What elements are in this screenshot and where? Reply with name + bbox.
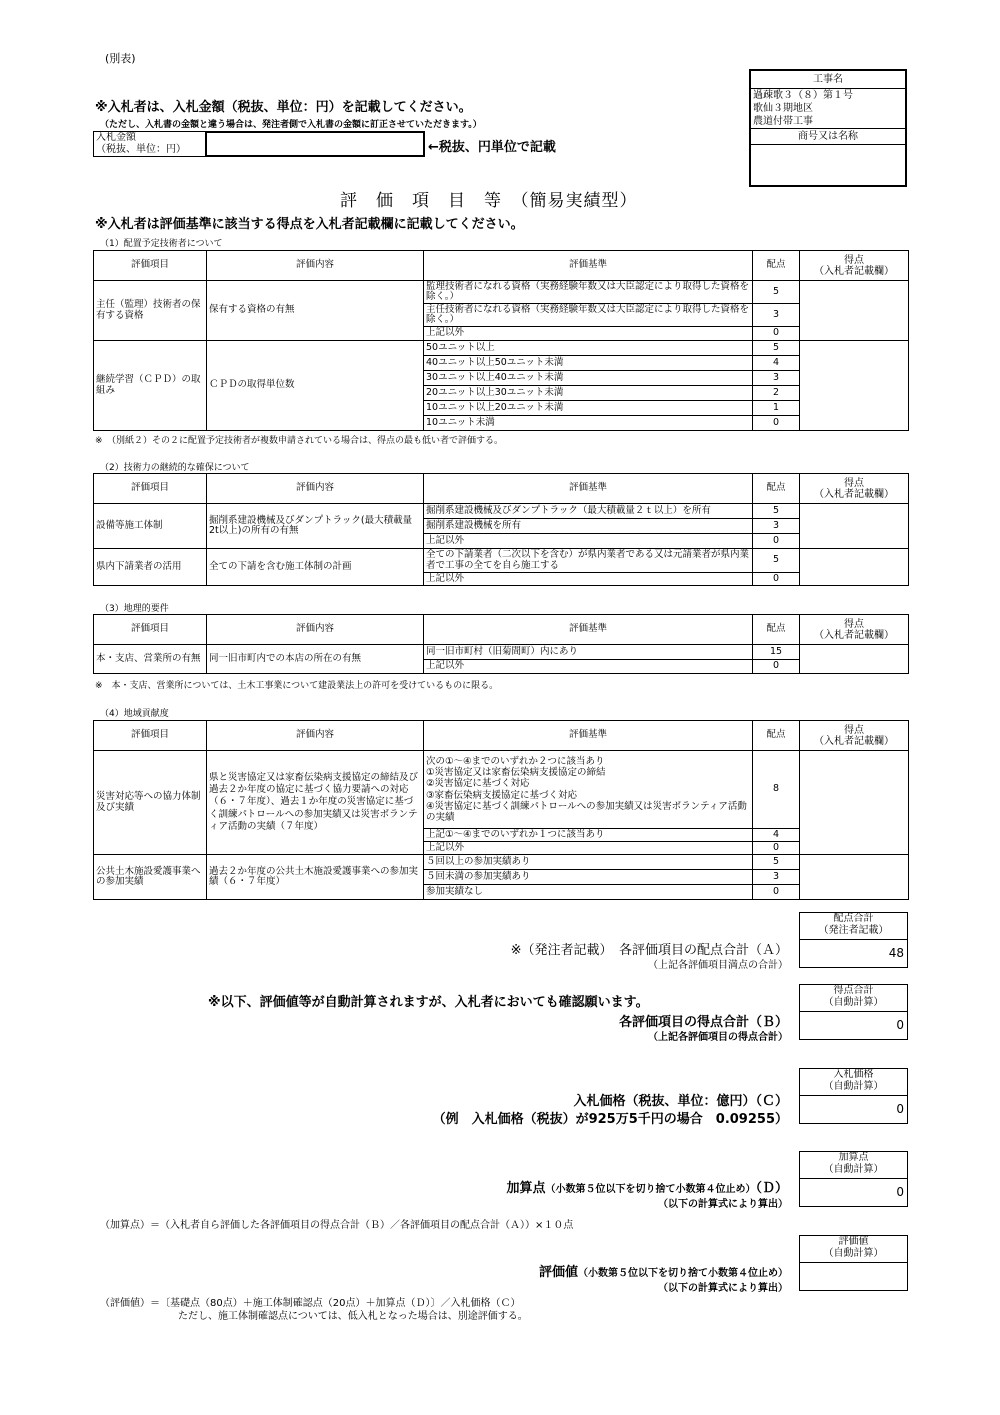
s4-criteria: 上記以外 xyxy=(424,842,753,855)
s2-content-equipment: 掘削系建設機械及びダンプトラック(最大積載量2t以上)の所有の有無 xyxy=(207,504,424,549)
section-2-title: （2）技術力の継続的な確保について xyxy=(100,463,250,473)
total-points-label: ※（発注者記載） 各評価項目の配点合計（Ａ） xyxy=(510,943,788,958)
s4-points: 5 xyxy=(753,855,800,870)
s2-criteria: 掘削系建設機械及びダンプトラック（最大積載量２ｔ以上）を所有 xyxy=(424,504,753,519)
header-criteria: 評価基準 xyxy=(424,615,753,645)
header-score-line1: 得点 xyxy=(844,477,864,489)
s3-points: 0 xyxy=(753,660,800,674)
project-name xyxy=(751,89,905,129)
s2-content-subcontractor: 全ての下請を含む施工体制の計画 xyxy=(207,549,424,586)
header-content: 評価内容 xyxy=(207,721,424,751)
s1-points: 5 xyxy=(753,281,800,304)
bid-price-header xyxy=(800,1069,907,1096)
evaluation-value-box xyxy=(799,1235,908,1291)
evaluation-formula-note: ただし、施工体制確認点については、低入札となった場合は、別途評価する。 xyxy=(178,1311,528,1322)
s4-score-input-1[interactable] xyxy=(800,751,909,855)
bid-amount-hint: ←税抜、円単位で記載 xyxy=(428,140,556,155)
s2-points: 3 xyxy=(753,519,800,534)
bonus-points-header-line2: （自動計算） xyxy=(823,1163,884,1175)
s1-score-input-1[interactable] xyxy=(800,281,909,341)
project-line2: 歌仙３期地区 xyxy=(753,103,813,114)
total-points-box xyxy=(799,912,908,968)
header-criteria: 評価基準 xyxy=(424,251,753,281)
evaluation-value-label-paren: （小数第５位以下を切り捨て小数第４位止め） xyxy=(578,1268,788,1279)
bonus-points-label xyxy=(506,1177,788,1196)
company-name-input[interactable] xyxy=(751,145,905,186)
section-4-table xyxy=(93,720,909,900)
evaluation-formula: （評価値）＝〔基礎点（80点）＋施工体制確認点（20点）＋加算点（Ｄ）〕／入札価格（Ｃ） xyxy=(100,1298,521,1309)
header-criteria: 評価基準 xyxy=(424,721,753,751)
bonus-points-value: 0 xyxy=(896,1185,904,1199)
header-score-line2: （入札者記載欄） xyxy=(814,488,894,500)
header-points: 配点 xyxy=(753,615,800,645)
s1-criteria: 30ユニット以上40ユニット未満 xyxy=(424,371,753,386)
bid-instruction: ※入札者は、入札金額（税抜、単位：円）を記載してください。 xyxy=(95,100,472,115)
s2-criteria: 上記以外 xyxy=(424,534,753,549)
s4-item-disaster: 災害対応等への協力体制及び実績 xyxy=(94,751,207,855)
header-score-line1: 得点 xyxy=(844,254,864,266)
evaluation-value-header xyxy=(800,1236,907,1263)
bid-price-value: 0 xyxy=(896,1102,904,1116)
s1-content-qualification: 保有する資格の有無 xyxy=(207,281,424,341)
header-content: 評価内容 xyxy=(207,251,424,281)
header-score-line1: 得点 xyxy=(844,618,864,630)
section-3-title: （3）地理的要件 xyxy=(100,604,169,614)
header-points: 配点 xyxy=(753,251,800,281)
header-item: 評価項目 xyxy=(94,615,207,645)
s1-points: 1 xyxy=(753,401,800,416)
evaluation-value-sub: （以下の計算式により算出） xyxy=(658,1283,788,1294)
total-points-header xyxy=(800,913,907,940)
s4-criteria: ５回以上の参加実績あり xyxy=(424,855,753,870)
bonus-points-formula: （加算点）＝（入札者自ら評価した各評価項目の得点合計（Ｂ）／各評価項目の配点合計（Ａ））×１０点 xyxy=(100,1220,574,1231)
s3-criteria: 同一旧市町村（旧菊間町）内にあり xyxy=(424,645,753,660)
header-score xyxy=(800,721,909,751)
header-points: 配点 xyxy=(753,474,800,504)
s1-criteria: 10ユニット未満 xyxy=(424,416,753,431)
s1-content-cpd: ＣＰＤの取得単位数 xyxy=(207,341,424,431)
total-points-sub: （上記各評価項目満点の合計） xyxy=(648,960,788,971)
bid-amount-label-line2: （税抜、単位：円） xyxy=(96,144,186,155)
score-total-label: 各評価項目の得点合計（Ｂ） xyxy=(618,1015,788,1030)
s1-item-qualification: 主任（監理）技術者の保有する資格 xyxy=(94,281,207,341)
header-criteria: 評価基準 xyxy=(424,474,753,504)
evaluation-value-header-line1: 評価値 xyxy=(838,1236,869,1247)
s1-criteria: 50ユニット以上 xyxy=(424,341,753,356)
s2-item-equipment: 設備等施工体制 xyxy=(94,504,207,549)
score-total-sub: （上記各評価項目の得点合計） xyxy=(648,1032,788,1043)
score-instruction: ※入札者は評価基準に該当する得点を入札者記載欄に記載してください。 xyxy=(95,217,524,232)
section-1-title: （1）配置予定技術者について xyxy=(100,239,223,249)
s2-score-input-1[interactable] xyxy=(800,504,909,549)
score-total-header xyxy=(800,985,907,1012)
total-points-header-line1: 配点合計 xyxy=(833,913,874,924)
section-3-table xyxy=(93,614,909,674)
s4-item-public-works: 公共土木施設愛護事業への参加実績 xyxy=(94,855,207,900)
s1-criteria: 40ユニット以上50ユニット未満 xyxy=(424,356,753,371)
header-score xyxy=(800,615,909,645)
s1-item-cpd: 継続学習（ＣＰＤ）の取組み xyxy=(94,341,207,431)
score-total-value: 0 xyxy=(896,1018,904,1032)
score-total-header-line1: 得点合計 xyxy=(833,985,874,996)
s1-points: 3 xyxy=(753,304,800,327)
s2-criteria: 全ての下請業者（二次以下を含む）が県内業者である又は元請業者が県内業者で工事の全てを自ら施工する xyxy=(424,549,753,573)
section-2-table xyxy=(93,473,909,586)
bonus-points-label-main: 加算点 xyxy=(506,1181,546,1196)
s1-points: 5 xyxy=(753,341,800,356)
header-score xyxy=(800,251,909,281)
bonus-points-header xyxy=(800,1152,907,1179)
score-total-box xyxy=(799,984,908,1040)
company-name-header: 商号又は名称 xyxy=(751,129,905,145)
section-3-note: ※ 本・支店、営業所については、土木工事業について建設業法上の許可を受けているものに限る。 xyxy=(95,681,499,691)
s2-item-subcontractor: 県内下請業者の活用 xyxy=(94,549,207,586)
evaluation-value-header-line2: （自動計算） xyxy=(823,1247,884,1259)
s4-content-public-works: 過去２か年度の公共土木施設愛護事業への参加実績（６・７年度） xyxy=(207,855,424,900)
s1-criteria: 20ユニット以上30ユニット未満 xyxy=(424,386,753,401)
s1-points: 4 xyxy=(753,356,800,371)
page-title: 評 価 項 目 等 （簡易実績型） xyxy=(340,191,638,211)
s1-points: 3 xyxy=(753,371,800,386)
evaluation-value-label-main: 評価値 xyxy=(538,1265,578,1280)
s4-points: 0 xyxy=(753,885,800,900)
s2-criteria: 掘削系建設機械を所有 xyxy=(424,519,753,534)
section-1-table xyxy=(93,250,909,431)
bonus-points-label-paren: （小数第５位以下を切り捨て小数第４位止め） xyxy=(545,1184,756,1195)
bid-amount-input[interactable] xyxy=(205,131,425,157)
evaluation-value-input[interactable] xyxy=(800,1263,907,1291)
bonus-points-box xyxy=(799,1151,908,1207)
s3-content-office: 同一旧市町内での本店の所在の有無 xyxy=(207,645,424,674)
s1-criteria: 主任技術者になれる資格（実務経験年数又は大臣認定により取得した資格を除く。） xyxy=(424,304,753,327)
header-item: 評価項目 xyxy=(94,721,207,751)
s2-score-input-2[interactable] xyxy=(800,549,909,586)
s3-criteria: 上記以外 xyxy=(424,660,753,674)
s4-points: 8 xyxy=(753,751,800,829)
s1-criteria: 監理技術者になれる資格（実務経験年数又は大臣認定により取得した資格を除く。） xyxy=(424,281,753,304)
s2-points: 0 xyxy=(753,534,800,549)
project-box xyxy=(749,69,907,187)
bid-amount-label-line1: 入札金額 xyxy=(96,132,136,143)
score-total-header-line2: （自動計算） xyxy=(823,996,884,1008)
s1-criteria: 上記以外 xyxy=(424,327,753,341)
s4-criteria: ５回未満の参加実績あり xyxy=(424,870,753,885)
s3-score-input-1[interactable] xyxy=(800,645,909,674)
bid-price-box xyxy=(799,1068,908,1124)
project-line3: 農道付帯工事 xyxy=(753,116,813,127)
bid-price-label: 入札価格（税抜、単位：億円）（Ｃ） xyxy=(573,1094,788,1109)
s1-points: 0 xyxy=(753,416,800,431)
header-score-line1: 得点 xyxy=(844,724,864,736)
s4-criteria: 上記①～④までのいずれか１つに該当あり xyxy=(424,829,753,842)
total-points-value: 48 xyxy=(888,946,904,960)
s2-points: 0 xyxy=(753,573,800,586)
header-item: 評価項目 xyxy=(94,251,207,281)
bonus-points-header-line1: 加算点 xyxy=(838,1152,869,1163)
header-content: 評価内容 xyxy=(207,615,424,645)
header-score-line2: （入札者記載欄） xyxy=(814,629,894,641)
s4-score-input-2[interactable] xyxy=(800,855,909,900)
s4-criteria: 参加実績なし xyxy=(424,885,753,900)
bonus-points-sub: （以下の計算式により算出） xyxy=(658,1199,788,1210)
bid-amount-label xyxy=(93,131,206,157)
s3-item-office: 本・支店、営業所の有無 xyxy=(94,645,207,674)
header-item: 評価項目 xyxy=(94,474,207,504)
header-content: 評価内容 xyxy=(207,474,424,504)
s1-criteria: 10ユニット以上20ユニット未満 xyxy=(424,401,753,416)
s2-criteria: 上記以外 xyxy=(424,573,753,586)
total-points-header-line2: （発注者記載） xyxy=(818,924,889,936)
beppyo-label: (別表) xyxy=(105,52,136,65)
s3-points: 15 xyxy=(753,645,800,660)
s4-points: 4 xyxy=(753,829,800,842)
s1-points: 2 xyxy=(753,386,800,401)
bid-price-example: （例 入札価格（税抜）が925万5千円の場合 0.09255） xyxy=(432,1112,788,1127)
s2-points: 5 xyxy=(753,504,800,519)
s4-points: 0 xyxy=(753,842,800,855)
evaluation-value-label xyxy=(539,1261,788,1280)
auto-calc-note: ※以下、評価値等が自動計算されますが、入札者においても確認願います。 xyxy=(208,995,649,1010)
bid-price-header-line1: 入札価格 xyxy=(833,1069,874,1080)
project-name-header: 工事名 xyxy=(751,71,905,89)
header-score-line2: （入札者記載欄） xyxy=(814,265,894,277)
bonus-points-label-end: （Ｄ） xyxy=(755,1181,788,1196)
s2-points: 5 xyxy=(753,549,800,573)
bid-price-header-line2: （自動計算） xyxy=(823,1080,884,1092)
s1-points: 0 xyxy=(753,327,800,341)
s4-content-disaster: 県と災害協定又は家畜伝染病支援協定の締結及び過去２か年度の協定に基づく協力要請への対応（６・７年度）、過去１か年度の災害協定に基づく訓練パトロールへの参加実績又は災害ボランティア活動の実績（７年度） xyxy=(207,751,424,855)
header-score xyxy=(800,474,909,504)
s4-points: 3 xyxy=(753,870,800,885)
header-score-line2: （入札者記載欄） xyxy=(814,735,894,747)
project-line1: 過疎歌３（８）第１号 xyxy=(753,90,853,101)
header-points: 配点 xyxy=(753,721,800,751)
section-1-note: ※ （別紙２）その２に配置予定技術者が複数申請されている場合は、得点の最も低い者で評価する。 xyxy=(95,436,504,446)
s4-criteria: 次の①～④までのいずれか２つに該当あり ①災害協定又は家畜伝染病支援協定の締結 ②災害協定に基づく対応 ③家畜伝染病支援協定に基づく対応 ④災害協定に基づく訓練パトロールへの参加実績又は災害ボランティア活動の実績 xyxy=(424,751,753,829)
section-4-title: （4）地域貢献度 xyxy=(100,709,169,719)
bid-instruction-note: （ただし、入札書の金額と違う場合は、発注者側で入札書の金額に訂正させていただきます。） xyxy=(100,120,482,130)
s1-score-input-2[interactable] xyxy=(800,341,909,431)
